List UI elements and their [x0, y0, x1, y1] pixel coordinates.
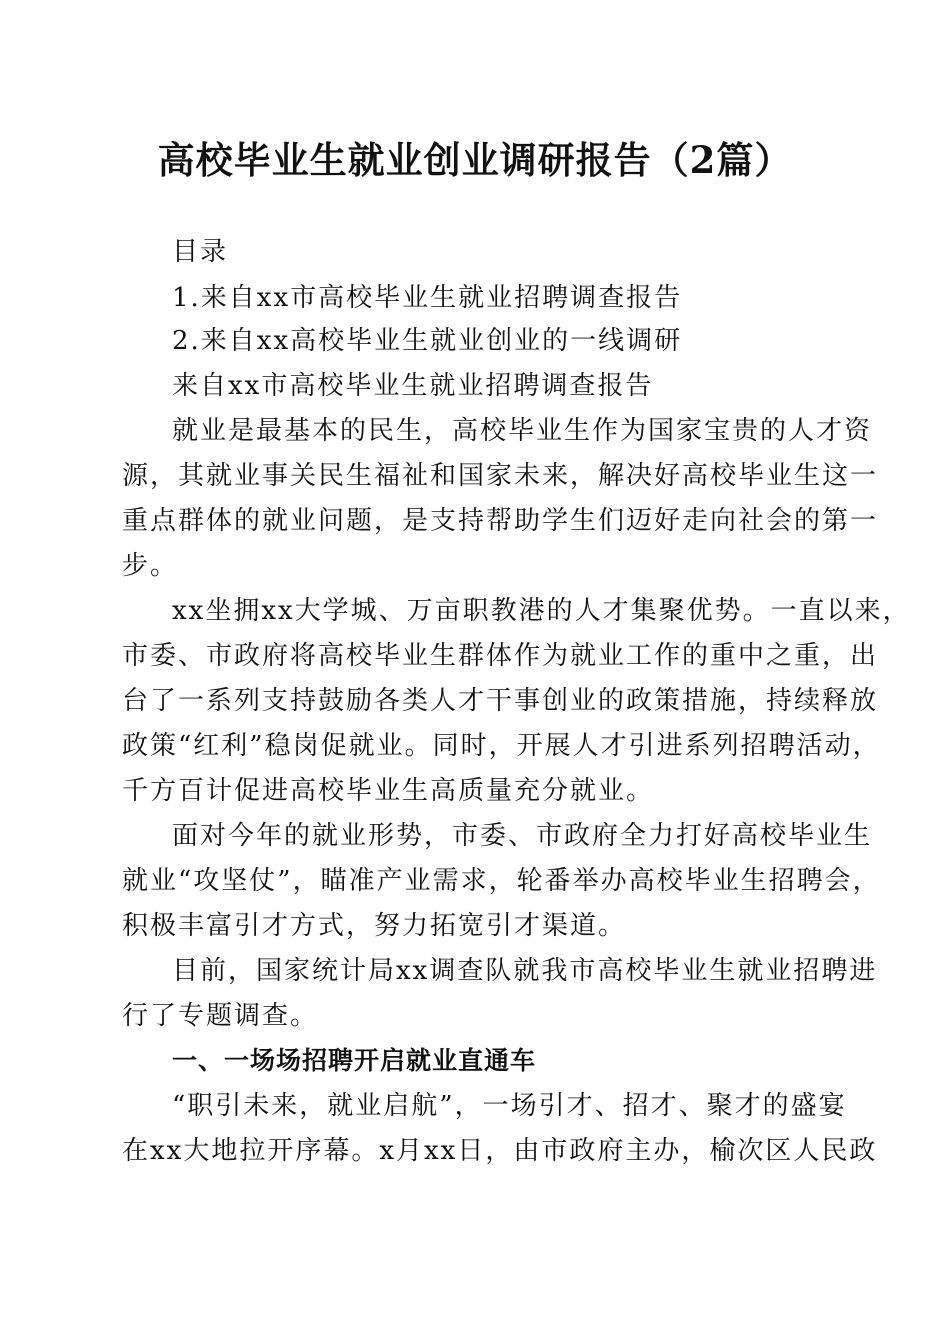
- paragraph-line: xx坐拥xx大学城、万亩职教港的人才集聚优势。一直以来，: [172, 596, 911, 626]
- paragraph-line: 就业“攻坚仗”，瞄准产业需求，轮番举办高校毕业生招聘会，: [122, 866, 881, 896]
- paragraph-line: 积极丰富引才方式，努力拓宽引才渠道。: [122, 911, 627, 941]
- paragraph-line: 市委、市政府将高校毕业生群体作为就业工作的重中之重，出: [122, 641, 879, 671]
- paragraph-line: 在xx大地拉开序幕。x月xx日，由市政府主办，榆次区人民政: [122, 1136, 878, 1166]
- paragraph-line: 行了专题调查。: [122, 1001, 319, 1031]
- paragraph-line: 就业是最基本的民生，高校毕业生作为国家宝贵的人才资: [172, 416, 873, 446]
- paragraph-line: “职引未来，就业启航”，一场引才、招才、聚才的盛宴: [172, 1091, 847, 1121]
- paragraph-line: 源，其就业事关民生福祉和国家未来，解决好高校毕业生这一: [122, 461, 879, 491]
- paragraph-line: 重点群体的就业问题，是支持帮助学生们迈好走向社会的第一: [122, 506, 879, 536]
- section-heading: 一、一场场招聘开启就业直通车: [172, 1046, 537, 1075]
- toc-label: 目录: [172, 237, 229, 267]
- paragraph-line: 面对今年的就业形势，市委、市政府全力打好高校毕业生: [172, 821, 873, 851]
- paragraph-line: 政策“红利”稳岗促就业。同时，开展人才引进系列招聘活动，: [122, 731, 881, 761]
- toc-item-2: 2.来自xx高校毕业生就业创业的一线调研: [172, 326, 683, 356]
- paragraph-line: 步。: [122, 551, 179, 581]
- document-title: 高校毕业生就业创业调研报告（2篇）: [157, 138, 793, 182]
- toc-item-1: 1.来自xx市高校毕业生就业招聘调查报告: [172, 283, 683, 313]
- paragraph-line: 目前，国家统计局xx调查队就我市高校毕业生就业招聘进: [172, 956, 878, 986]
- paragraph-line: 千方百计促进高校毕业生高质量充分就业。: [122, 776, 655, 806]
- article-title: 来自xx市高校毕业生就业招聘调查报告: [172, 371, 654, 401]
- paragraph-line: 台了一系列支持鼓励各类人才干事创业的政策措施，持续释放: [122, 686, 879, 716]
